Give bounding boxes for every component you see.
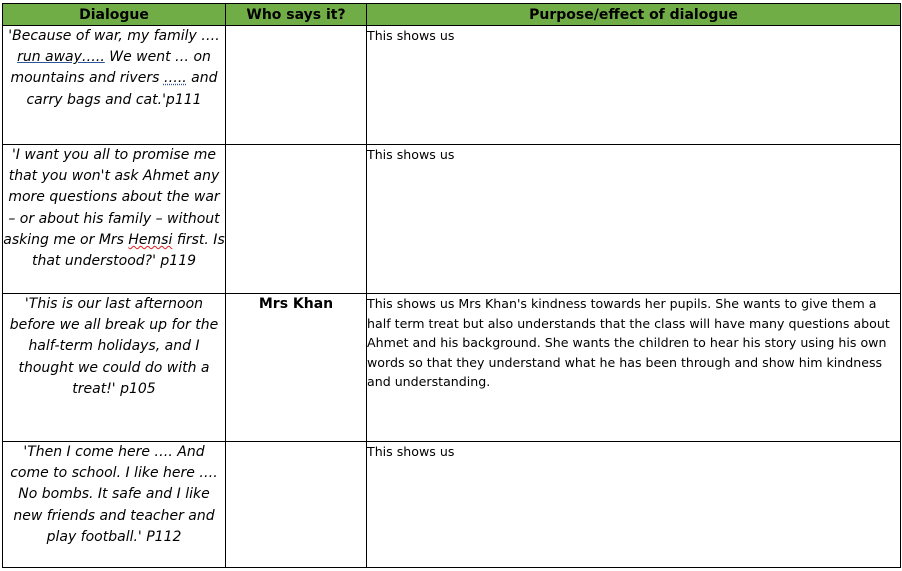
header-who-says-it: Who says it? xyxy=(226,4,367,26)
quote-text: We went … on mountains and rivers xyxy=(10,49,211,87)
quote-text-underlined: run away….. xyxy=(17,49,105,66)
dialogue-table xyxy=(2,3,901,568)
quote-text: 'I want you all to promise me that you won't ask Ahmet any more questions about the war – or about his family – without asking me or Mrs xyxy=(3,147,220,248)
header-row xyxy=(3,4,901,26)
purpose-cell: This shows us xyxy=(367,442,901,568)
quote-text-spellcheck: Hemsi xyxy=(128,231,173,248)
table-row xyxy=(3,442,901,568)
quote-text: and carry bags and cat.'p111 xyxy=(26,70,218,108)
table-row xyxy=(3,145,901,294)
purpose-cell: This shows us xyxy=(367,26,901,145)
table-row xyxy=(3,294,901,442)
quote-text-underlined: ….. xyxy=(163,70,187,87)
quote-text: 'Then I come here …. And come to school. I like here …. No bombs. It safe and I like new friends and teacher and play football.' P112 xyxy=(10,444,218,545)
dialogue-cell xyxy=(3,294,226,442)
purpose-cell: This shows us xyxy=(367,145,901,294)
speaker-cell: Mrs Khan xyxy=(226,294,367,442)
table-row xyxy=(3,26,901,145)
speaker-cell xyxy=(226,26,367,145)
quote-text: 'Because of war, my family …. xyxy=(8,28,220,44)
speaker-cell xyxy=(226,145,367,294)
purpose-cell: This shows us Mrs Khan's kindness towards her pupils. She wants to give them a half term treat but also understands that the class will have many questions about Ahmet and his background. She wants the children to hear his story using his own words so that they understand what he has been through and show him kindness and understanding. xyxy=(367,294,901,442)
dialogue-cell xyxy=(3,145,226,294)
quote-text: 'This is our last afternoon before we all break up for the half-term holidays, and I thought we could do with a treat!' p105 xyxy=(9,296,219,397)
header-purpose: Purpose/effect of dialogue xyxy=(367,4,901,26)
speaker-cell xyxy=(226,442,367,568)
dialogue-cell xyxy=(3,26,226,145)
dialogue-cell xyxy=(3,442,226,568)
header-dialogue: Dialogue xyxy=(3,4,226,26)
quote-text: first. Is that understood?' p119 xyxy=(31,231,225,270)
